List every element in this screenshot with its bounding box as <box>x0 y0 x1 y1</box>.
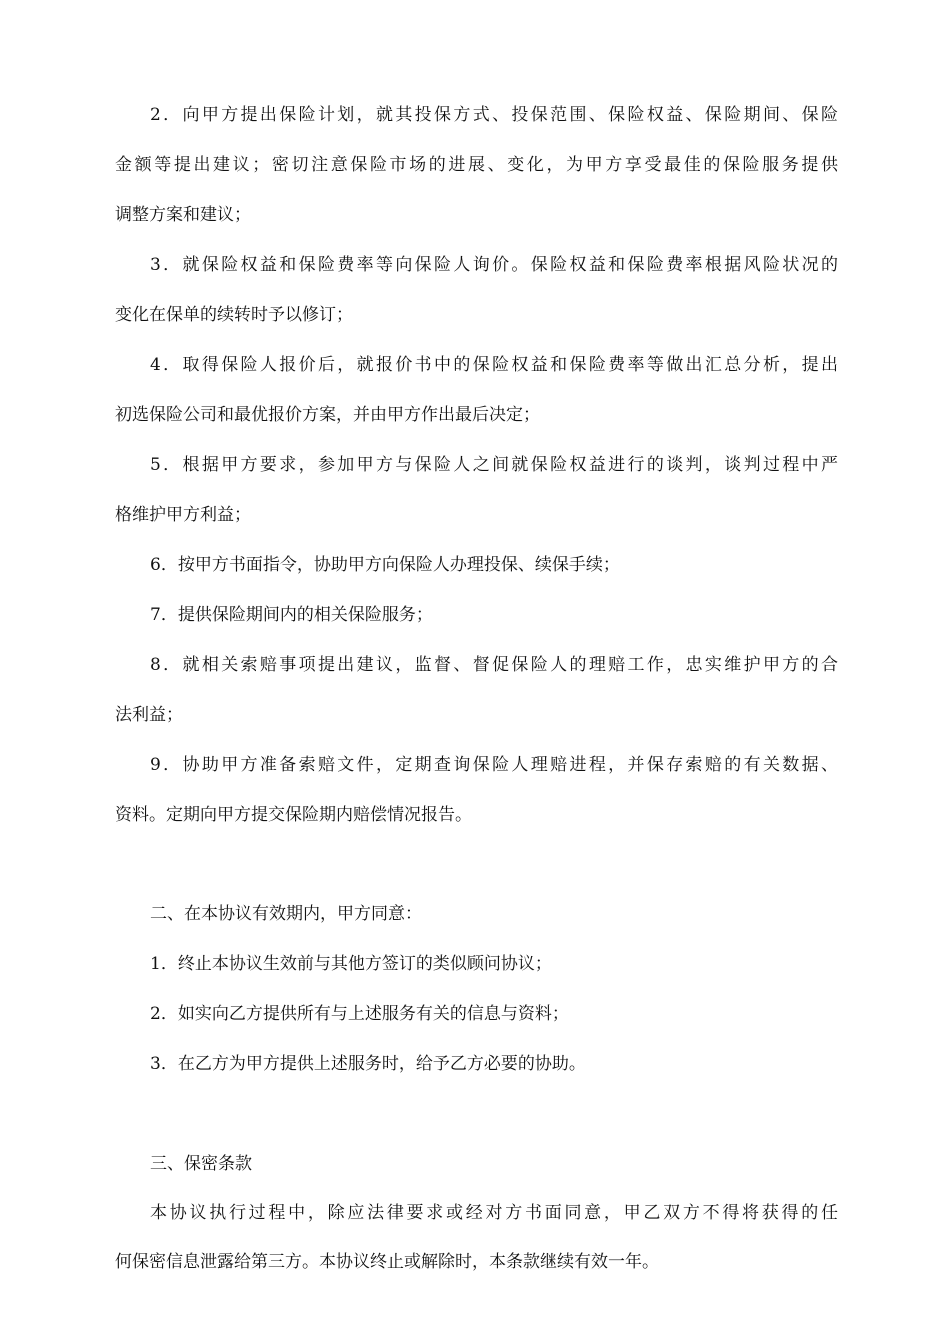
document-page: 2．向甲方提出保险计划，就其投保方式、投保范围、保险权益、保险期间、保险 金额等提出建议；密切注意保险市场的进展、变化，为甲方享受最佳的保险服务提供 调整方案和建议； 3．就保险权益和保险费率等向保险人询价。保险权益和保险费率根据风险状况的 变化在保单的续转时予以修订； 4．取得保险人报价后，就报价书中的保险权益和保险费率等做出汇总分析，提出 初选保险公司和最优报价方案，并由甲方作出最后决定； 5．根据甲方要求，参加甲方与保险人之间就保险权益进行的谈判，谈判过程中严 格维护甲方利益； 6．按甲方书面指令，协助甲方向保险人办理投保、续保手续； 7．提供保险期间内的相关保险服务； 8．就相关索赔事项提出建议，监督、督促保险人的理赔工作，忠实维护甲方的合 法利益； 9．协助甲方准备索赔文件，定期查询保险人理赔进程，并保存索赔的有关数据、 资料。定期向甲方提交保险期内赔偿情况报告。 二、在本协议有效期内，甲方同意： 1．终止本协议生效前与其他方签订的类似顾问协议； 2．如实向乙方提供所有与上述服务有关的信息与资料； 3．在乙方为甲方提供上述服务时，给予乙方必要的协助。 三、保密条款 本协议执行过程中，除应法律要求或经对方书面同意，甲乙双方不得将获得的任 何保密信息泄露给第三方。本协议终止或解除时，本条款继续有效一年。 <box>115 105 838 1272</box>
